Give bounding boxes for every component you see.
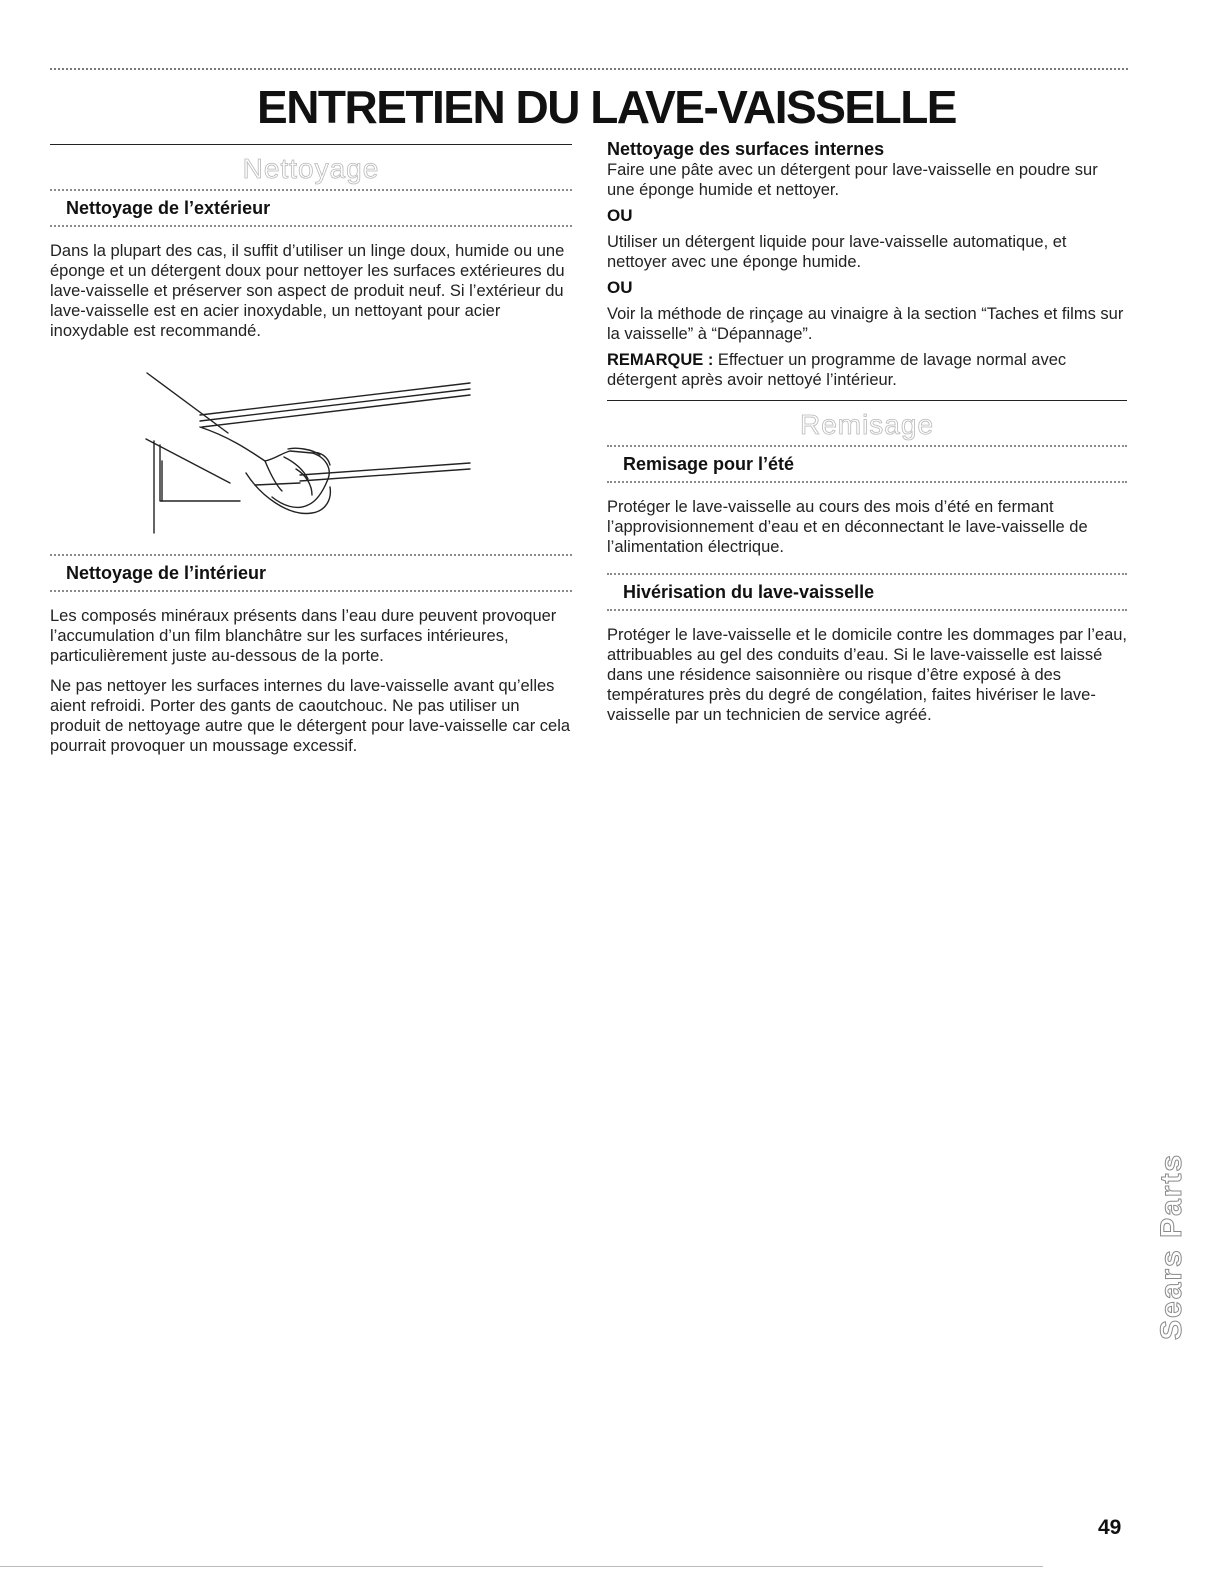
or-label-1: OU: [607, 206, 633, 225]
internal-paragraph-1: Faire une pâte avec un détergent pour lave-vaisselle en poudre sur une éponge humide et nettoyer.: [607, 161, 1098, 199]
dotted-divider: [607, 573, 1127, 575]
page-title: ENTRETIEN DU LAVE-VAISSELLE: [257, 81, 956, 133]
edge-watermark-text: Sears Parts: [1155, 1152, 1188, 1340]
interior-paragraph-1: Les composés minéraux présents dans l’eau dure peuvent provoquer l’accumulation d’un film blanchâtre sur les surfaces intérieures, particulièrement juste au-dessous de la porte.: [50, 607, 557, 665]
internal-paragraph-3: Voir la méthode de rinçage au vinaigre à la section “Taches et films sur la vaisselle” à “Dépannage”.: [607, 305, 1124, 343]
top-divider: [50, 68, 1128, 70]
dotted-divider: [50, 225, 572, 227]
note-label: REMARQUE :: [607, 351, 714, 369]
dotted-divider: [50, 189, 572, 191]
right-column: [607, 138, 1127, 735]
note-text: Effectuer un programme de lavage normal avec détergent après avoir nettoyé l’intérieur.: [607, 351, 1067, 389]
or-label-2: OU: [607, 278, 633, 297]
section-rule: [607, 400, 1127, 401]
note-paragraph: [607, 350, 1127, 390]
internal-paragraph-2: Utiliser un détergent liquide pour lave-vaisselle automatique, et nettoyer avec une éponge humide.: [607, 233, 1067, 271]
left-column: [50, 144, 572, 766]
page-number: 49: [1098, 1516, 1122, 1539]
hand-cleaning-illustration: [50, 365, 572, 535]
dotted-divider: [607, 481, 1127, 483]
winterizing-paragraph: Protéger le lave-vaisselle et le domicile contre les dommages par l’eau, attribuables au gel des conduits d’eau. Si le lave-vaisselle est laissé dans une résidence saisonnière ou risque d’être exposé à des températures près du degré de congélation, faites hivériser le lave-vaisselle par un technicien de service agréé.: [607, 626, 1127, 724]
exterior-paragraph: Dans la plupart des cas, il suffit d’utiliser un linge doux, humide ou une éponge et un détergent doux pour nettoyer les surfaces extérieures du lave-vaisselle et préserver son aspect de produit neuf. Si l’extérieur du lave-vaisselle est en acier inoxydable, un nettoyant pour acier inoxydable est recommandé.: [50, 242, 565, 340]
section-heading-storage: Remisage: [799, 409, 935, 440]
bottom-divider: [0, 1566, 1043, 1567]
section-heading-cleaning: Nettoyage: [242, 153, 380, 184]
dotted-divider: [50, 590, 572, 592]
dotted-divider: [607, 609, 1127, 611]
internal-surfaces-heading: Nettoyage des surfaces internes: [607, 139, 885, 159]
dotted-divider: [607, 445, 1127, 447]
exterior-heading: Nettoyage de l’extérieur: [66, 198, 271, 218]
interior-paragraph-2: Ne pas nettoyer les surfaces internes du lave-vaisselle avant qu’elles aient refroidi. Porter des gants de caoutchouc. Ne pas utiliser un produit de nettoyage autre que le détergent pour lave-vaisselle car cela pourrait provoquer un moussage excessif.: [50, 677, 571, 755]
summer-storage-paragraph: Protéger le lave-vaisselle au cours des mois d’été en fermant l’approvisionnement d’eau et en déconnectant le lave-vaisselle de l’alimentation électrique.: [607, 498, 1088, 556]
summer-storage-heading: Remisage pour l’été: [623, 454, 795, 474]
interior-heading: Nettoyage de l’intérieur: [66, 563, 267, 583]
winterizing-heading: Hivérisation du lave-vaisselle: [623, 582, 875, 602]
section-rule: [50, 144, 572, 145]
dotted-divider: [50, 554, 572, 556]
edge-watermark: [1155, 1085, 1187, 1340]
